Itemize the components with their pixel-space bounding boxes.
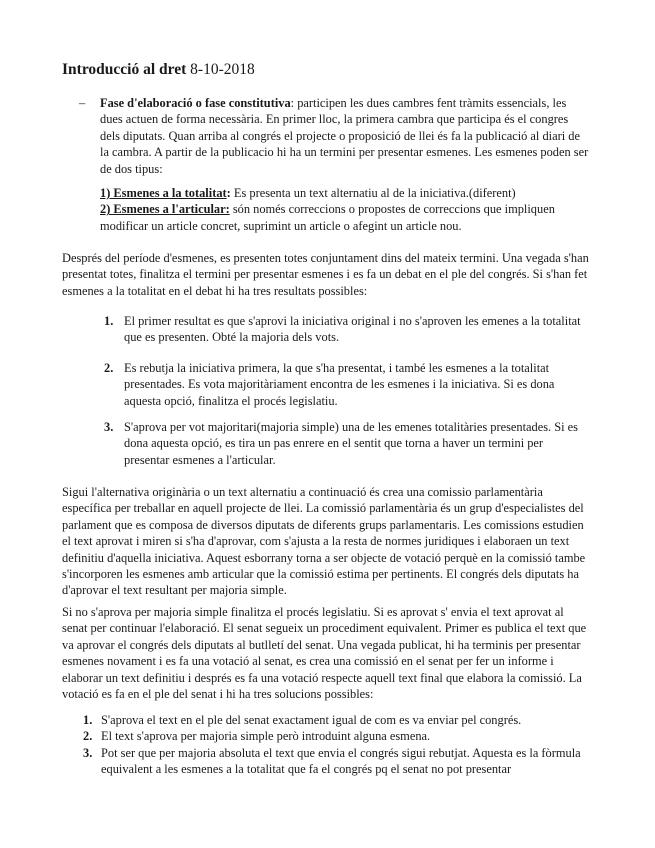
- title-date: 8-10-2018: [186, 61, 255, 78]
- esmena1-text: Es presenta un text alternatiu al de la iniciativa.(diferent): [230, 186, 516, 200]
- esmena2-text: són només correccions o propostes de correccions que impliquen modificar un article concret, suprimint un article o afegint un article nou.: [100, 202, 555, 233]
- esmena1-label: 1) Esmenes a la totalitat: [100, 186, 227, 200]
- item-number: 3.: [83, 745, 93, 760]
- fase-text: : participen les dues cambres fent tràmits essencials, les dues actuen de forma necessària. En primer lloc, la primera cambra que participa és el congres dels diputats. Quan arriba al congrés el projecte o proposició de llei és fa la publicació al diari de la cambra. A partir de la publicacio hi ha un termini per presentar esmenes. Les esmenes poden ser de dos tipus:: [100, 96, 589, 176]
- esmenes-types: [100, 185, 590, 234]
- item-text: Es rebutja la iniciativa primera, la que s'ha presentat, i també les esmenes a la totalitat presentades. Es vota majoritàriament encontra de les esmenes i la iniciativa. Si es dona aquesta opció, finalitza el procés legislatiu.: [124, 361, 555, 408]
- results-list: [104, 360, 590, 409]
- paragraph-2: Sigui l'alternativa originària o un text alternatiu a continuació és crea una comissio parlamentària específica per treballar en aquell projecte de llei. La comissió parlamentària és un grup d'especialistes del parlament que es composa de diversos diputats de diferents grups parlamentaris. Les comissions estudien el text aprovat i miren si s'ha d'aprovar, com s'ajusta a la resta de normes juridiques i elaboraen un text definitiu d'aquella iniciativa. Aquest esborrany torna a ser objecte de votació perquè en la comissió tambe s'incorporen les esmenes amb articular que la comissió estima per pertinents. El congrés dels diputats ha d'aprovar el text resultant per majoria simple.: [62, 485, 586, 598]
- esmena-totalitat: [100, 185, 590, 201]
- list-item: [104, 360, 590, 409]
- item-text: Pot ser que per majoria absoluta el text que envia el congrés sigui rebutjat. Aquesta es la fòrmula equivalent a les esmenes a la totalitat que fa el congrés pq el senat no pot presentar: [101, 745, 581, 777]
- senate-results-list: [83, 712, 593, 778]
- esmena1-colon: :: [226, 186, 231, 200]
- list-item: [104, 313, 590, 346]
- list-item: [104, 419, 590, 468]
- item-text: S'aprova per vot majoritari(majoria simple) una de les emenes totalitàries presentades. Si es dona aquesta opció, es tira un pas enrere en el sentit que torna a haver un termini per presentar esmenes a l'articular.: [124, 420, 579, 467]
- list-item: [83, 745, 593, 778]
- list-item: [83, 728, 593, 744]
- item-number: 2.: [104, 361, 114, 375]
- item-text: El text s'aprova per majoria simple però introduint alguna esmena.: [101, 729, 431, 744]
- esmena2-label: 2) Esmenes a l'articular:: [100, 202, 230, 217]
- results-list: [104, 419, 590, 468]
- item-number: 2.: [83, 729, 93, 744]
- list-item: [83, 712, 593, 728]
- dash-bullet: –: [79, 96, 86, 110]
- fase-heading: Fase d'elaboració o fase constitutiva: [100, 96, 291, 110]
- fase-paragraph: [100, 95, 590, 177]
- esmena-articular: [100, 201, 590, 234]
- results-list: [104, 313, 590, 346]
- item-number: 1.: [104, 314, 114, 328]
- paragraph-3: Si no s'aprova per majoria simple finalitza el procés legislatiu. Si es aprovat s' envia el text aprovat al senat per continuar l'elaboració. El senat segueix un procediment equivalent. Primer es publica el text que va aprovar el congrés dels diputats al butlletí del senat. Una vegada publicat, hi ha terminis per presentar esmenes novament i es fa una votació al senat, es crea una comissió en el senat per fer un informe i elaborar un text definitiu i després es fa una votació respecte aquell text final que elabora la comissió. La votació es fa en el ple del senat i hi ha tres solucions possibles:: [62, 605, 587, 702]
- item-number: 3.: [104, 420, 114, 434]
- paragraph-1: Després del període d'esmenes, es presenten totes conjuntament dins del mateix termini. Una vegada s'han presentat totes, finalitza el termini per presentar esmenes i es fa un debat en el ple del congrés. Si s'han fet esmenes a la totalitat en el debat hi ha tres resultats possibles:: [62, 251, 589, 298]
- document-title: [62, 60, 255, 80]
- item-number: 1.: [83, 713, 93, 727]
- item-text: El primer resultat es que s'aprovi la iniciativa original i no s'aproven les emenes a la totalitat que es presenten. Obté la majoria dels vots.: [124, 314, 581, 345]
- title-text: Introducció al dret: [62, 61, 187, 78]
- item-text: S'aprova el text en el ple del senat exactament igual de com es va enviar pel congrés.: [101, 713, 522, 727]
